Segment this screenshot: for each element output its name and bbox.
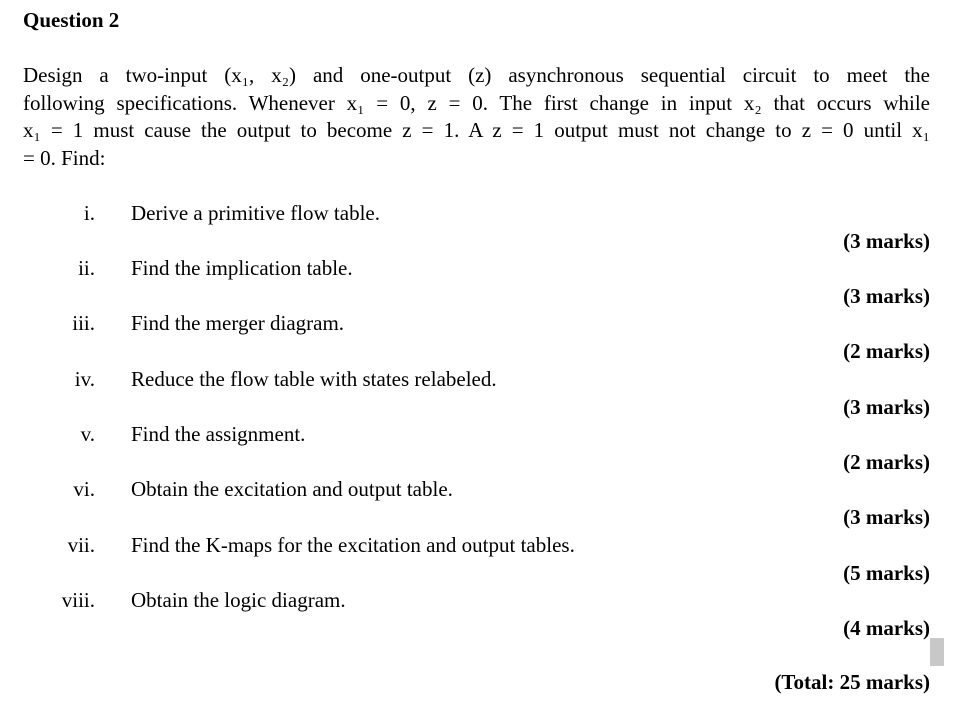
description-line: Design a two-input (x₁, x₂) and one-output (z) asynchronous sequential circuit to meet the — [23, 63, 930, 87]
item-text: Obtain the logic diagram. — [131, 588, 346, 612]
item-marks: (2 marks) — [843, 450, 930, 474]
item-text: Find the assignment. — [131, 422, 306, 446]
question-item — [0, 365, 965, 421]
item-marks: (4 marks) — [843, 616, 930, 640]
item-text: Obtain the excitation and output table. — [131, 477, 453, 501]
item-numeral: iv. — [74, 367, 95, 391]
question-description — [23, 62, 930, 172]
item-marks: (3 marks) — [843, 229, 930, 253]
item-numeral: viii. — [61, 588, 95, 612]
item-text: Find the implication table. — [131, 256, 353, 280]
text-cursor-block — [930, 638, 944, 666]
item-text: Derive a primitive flow table. — [131, 201, 380, 225]
item-numeral: vi. — [73, 477, 95, 501]
item-marks: (3 marks) — [843, 395, 930, 419]
total-marks: (Total: 25 marks) — [774, 670, 930, 694]
question-title: Question 2 — [23, 8, 120, 32]
question-item — [0, 254, 965, 310]
item-numeral: i. — [83, 201, 95, 225]
item-numeral: ii. — [78, 256, 95, 280]
item-numeral: vii. — [67, 533, 95, 557]
item-numeral: v. — [80, 422, 95, 446]
item-text: Find the K-maps for the excitation and output tables. — [131, 533, 575, 557]
question-item — [0, 586, 965, 642]
question-item — [0, 309, 965, 365]
description-line: following specifications. Whenever x₁ = 0, z = 0. The first change in input x₂ that occurs while — [23, 90, 930, 115]
description-line: x₁ = 1 must cause the output to become z = 1. A z = 1 output must not change to z = 0 until x₁ — [23, 118, 930, 142]
item-marks: (2 marks) — [843, 339, 930, 363]
description-line: = 0. Find: — [23, 145, 106, 170]
item-numeral: iii. — [72, 311, 95, 335]
item-marks: (3 marks) — [843, 284, 930, 308]
item-text: Reduce the flow table with states relabeled. — [131, 367, 497, 391]
question-item — [0, 420, 965, 476]
question-item — [0, 199, 965, 255]
question-item — [0, 475, 965, 531]
item-marks: (3 marks) — [843, 505, 930, 529]
item-marks: (5 marks) — [843, 561, 930, 585]
item-text: Find the merger diagram. — [131, 311, 345, 335]
question-item — [0, 531, 965, 587]
